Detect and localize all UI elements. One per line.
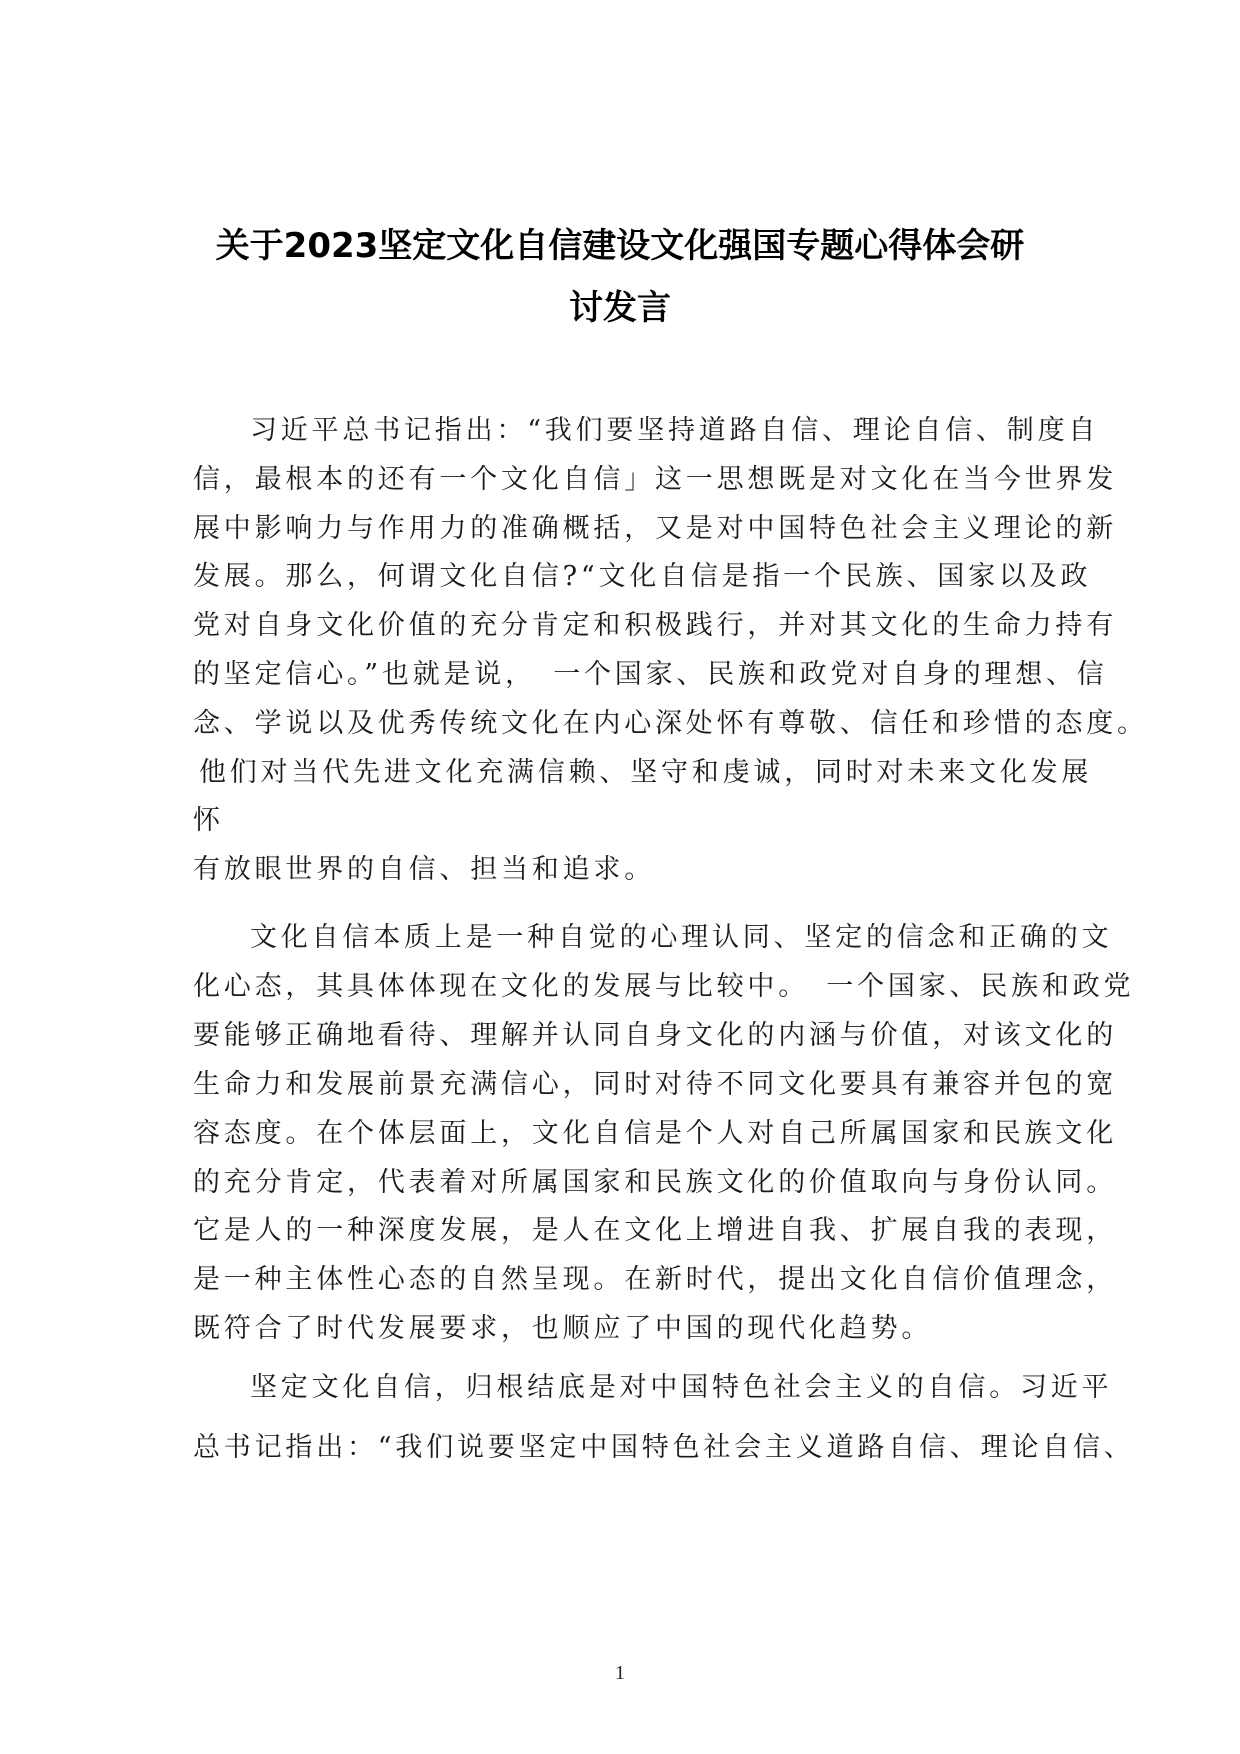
body-line: 要能够正确地看待、理解并认同自身文化的内涵与价值，对该文化的 — [193, 1020, 1117, 1051]
body-line: 是一种主体性心态的自然呈现。在新时代，提出文化自信价值理念， — [193, 1264, 1117, 1295]
body-line: 坚定文化自信，归根结底是对中国特色社会主义的自信。习近平 — [250, 1372, 1113, 1403]
body-line: 他们对当代先进文化充满信赖、坚守和虔诚，同时对未来文化发展 — [199, 757, 1093, 788]
body-line: 习近平总书记指出：“我们要坚持道路自信、理论自信、制度自 — [250, 415, 1100, 446]
body-line: 发展。那么，何谓文化自信?“文化自信是指一个民族、国家以及政 — [193, 561, 1092, 592]
body-line: 展中影响力与作用力的准确概括，又是对中国特色社会主义理论的新 — [193, 513, 1117, 544]
body-line: 有放眼世界的自信、担当和追求。 — [193, 854, 655, 885]
page-number: 1 — [615, 1662, 625, 1684]
document-title-line-1: 关于2023坚定文化自信建设文化强国专题心得体会研 — [215, 226, 1025, 266]
body-line: 怀 — [193, 805, 224, 836]
body-line: 它是人的一种深度发展，是人在文化上增进自我、扩展自我的表现， — [193, 1215, 1117, 1246]
body-line: 的充分肯定，代表着对所属国家和民族文化的价值取向与身份认同。 — [193, 1167, 1117, 1198]
body-line: 化心态，其具体体现在文化的发展与比较中。 一个国家、民族和政党 — [193, 971, 1135, 1002]
body-line: 的坚定信心。”也就是说， 一个国家、民族和政党对自身的理想、信 — [193, 659, 1108, 690]
body-line: 既符合了时代发展要求，也顺应了中国的现代化趋势。 — [193, 1313, 933, 1344]
document-title-line-2: 讨发言 — [569, 288, 671, 328]
body-line: 念、学说以及优秀传统文化在内心深处怀有尊敬、信任和珍惜的态度。 — [193, 708, 1148, 739]
body-line: 文化自信本质上是一种自觉的心理认同、坚定的信念和正确的文 — [250, 922, 1113, 953]
body-line: 总书记指出：“我们说要坚定中国特色社会主义道路自信、理论自信、 — [193, 1432, 1135, 1463]
body-line: 党对自身文化价值的充分肯定和积极践行，并对其文化的生命力持有 — [193, 610, 1117, 641]
body-line: 容态度。在个体层面上，文化自信是个人对自己所属国家和民族文化 — [193, 1118, 1117, 1149]
body-line: 信，最根本的还有一个文化自信」这一思想既是对文化在当今世界发 — [193, 464, 1117, 495]
body-line: 生命力和发展前景充满信心，同时对待不同文化要具有兼容并包的宽 — [193, 1069, 1117, 1100]
